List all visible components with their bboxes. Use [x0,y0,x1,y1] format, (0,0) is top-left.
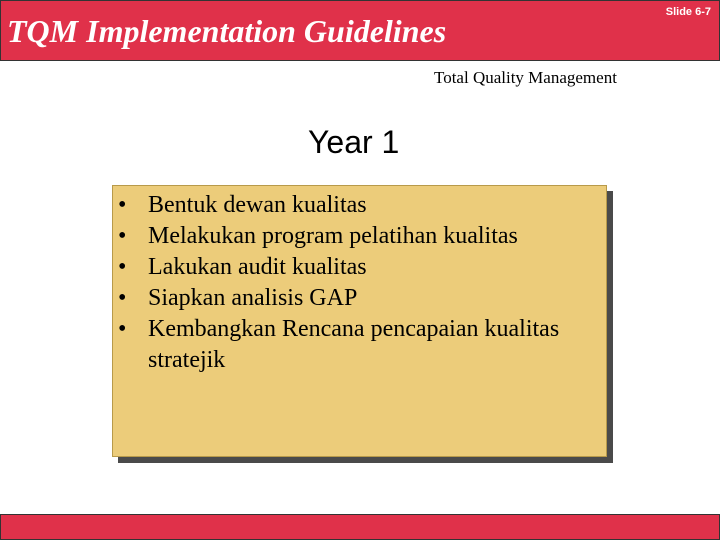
slide-number: Slide 6-7 [665,6,711,18]
section-heading: Year 1 [308,124,400,160]
bullet-text: Bentuk dewan kualitas [148,192,367,218]
bullet-item [118,252,598,283]
bullet-text: Siapkan analisis GAP [148,285,358,311]
slide-title: TQM Implementation Guidelines [7,13,447,49]
bullet-text: Kembangkan Rencana pencapaian kualitas stratejik [148,316,560,373]
bullet-item [118,221,598,252]
bullet-icon: • [118,192,127,218]
bullet-icon: • [118,316,127,342]
bullet-item [118,283,598,314]
bullet-icon: • [118,254,127,280]
bullet-text: Melakukan program pelatihan kualitas [148,223,518,249]
slide-subtitle: Total Quality Management [434,68,617,87]
bullet-item [118,190,598,221]
bullet-text: Lakukan audit kualitas [148,254,367,280]
bullet-list [118,190,598,376]
bullet-icon: • [118,223,127,249]
bullet-icon: • [118,285,127,311]
title-bar [0,0,720,61]
bullet-item [118,314,598,376]
footer-bar [0,514,720,540]
